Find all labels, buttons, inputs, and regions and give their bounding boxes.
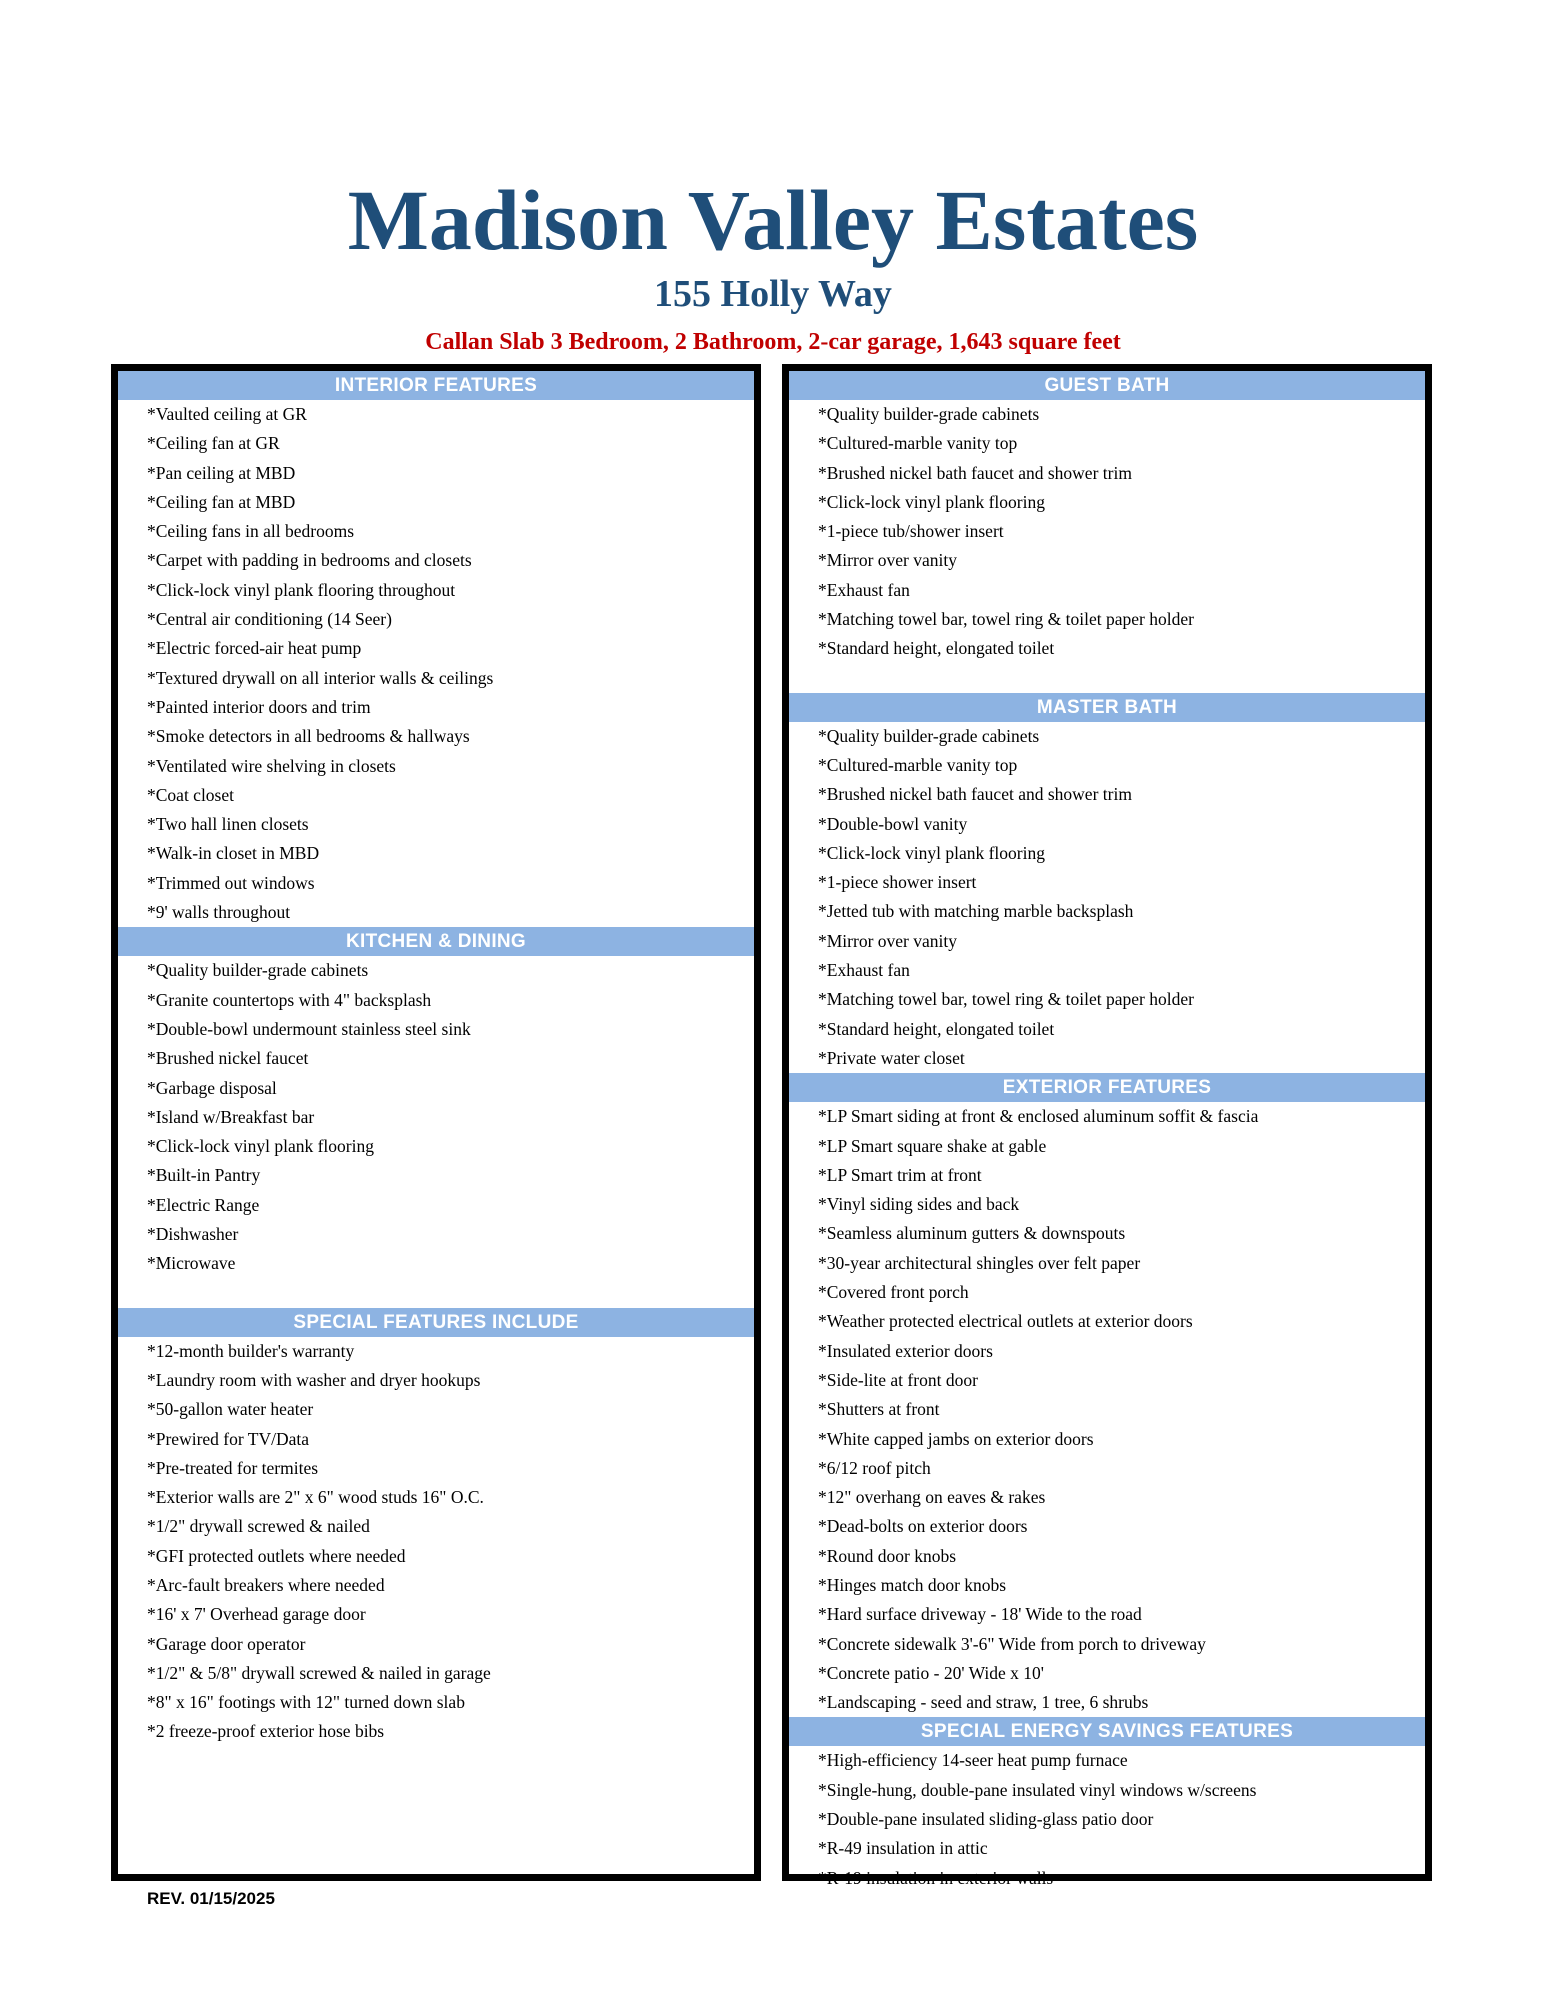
feature-item: *Textured drywall on all interior walls & ceilings: [147, 667, 494, 688]
energy-savings-list: [789, 1746, 1425, 1892]
feature-item: *Trimmed out windows: [147, 872, 315, 893]
feature-item: *Standard height, elongated toilet: [818, 1018, 1055, 1039]
property-address: 155 Holly Way: [654, 273, 892, 315]
feature-item: *Covered front porch: [818, 1282, 969, 1303]
revision-date: REV. 01/15/2025: [147, 1889, 275, 1908]
special-features-header: SPECIAL FEATURES INCLUDE: [118, 1308, 754, 1337]
feature-item: *White capped jambs on exterior doors: [818, 1428, 1094, 1449]
guest-bath-header: GUEST BATH: [789, 371, 1425, 400]
feature-item: *Mirror over vanity: [818, 550, 957, 571]
feature-item: *Smoke detectors in all bedrooms & hallways: [147, 726, 470, 747]
feature-item: *R-49 insulation in attic: [818, 1838, 988, 1859]
feature-item: *GFI protected outlets where needed: [147, 1545, 406, 1566]
exterior-features-header: EXTERIOR FEATURES: [789, 1073, 1425, 1102]
feature-item: *12" overhang on eaves & rakes: [818, 1487, 1046, 1508]
feature-item: *Concrete sidewalk 3'-6" Wide from porch to driveway: [818, 1633, 1206, 1654]
feature-item: *8" x 16" footings with 12" turned down slab: [147, 1692, 465, 1713]
feature-item: *Brushed nickel bath faucet and shower trim: [818, 784, 1132, 805]
feature-item: *Ceiling fan at GR: [147, 433, 280, 454]
feature-item: *Private water closet: [818, 1047, 965, 1068]
feature-item: *Click-lock vinyl plank flooring: [147, 1136, 374, 1157]
kitchen-dining-list: [118, 956, 754, 1278]
feature-item: *Double-bowl undermount stainless steel sink: [147, 1018, 471, 1039]
feature-item: *1/2" & 5/8" drywall screwed & nailed in garage: [147, 1662, 491, 1683]
feature-item: *Coat closet: [147, 784, 234, 805]
feature-item: *Concrete patio - 20' Wide x 10': [818, 1662, 1044, 1683]
feature-item: *6/12 roof pitch: [818, 1457, 931, 1478]
feature-item: *Seamless aluminum gutters & downspouts: [818, 1223, 1126, 1244]
feature-item: *Two hall linen closets: [147, 814, 309, 835]
feature-item: *Mirror over vanity: [818, 930, 957, 951]
feature-item: *9' walls throughout: [147, 902, 291, 923]
feature-item: *Click-lock vinyl plank flooring: [818, 491, 1045, 512]
feature-item: *Exhaust fan: [818, 579, 910, 600]
feature-item: *Ceiling fan at MBD: [147, 491, 296, 512]
section-spacer: [789, 664, 1425, 693]
feature-item: *Standard height, elongated toilet: [818, 638, 1055, 659]
master-bath-list: [789, 722, 1425, 1074]
feature-item: *Pan ceiling at MBD: [147, 462, 296, 483]
feature-item: *Shutters at front: [818, 1399, 940, 1420]
right-feature-column: [782, 364, 1432, 1888]
feature-item: *Exhaust fan: [818, 960, 910, 981]
feature-item: *2 freeze-proof exterior hose bibs: [147, 1721, 385, 1742]
feature-item: *Click-lock vinyl plank flooring: [818, 842, 1045, 863]
interior-features-header: INTERIOR FEATURES: [118, 371, 754, 400]
feature-item: *Hard surface driveway - 18' Wide to the road: [818, 1604, 1142, 1625]
feature-item: *Ventilated wire shelving in closets: [147, 755, 396, 776]
feature-item: *Vaulted ceiling at GR: [147, 404, 307, 424]
feature-item: *Pre-treated for termites: [147, 1457, 319, 1478]
feature-item: *Landscaping - seed and straw, 1 tree, 6 shrubs: [818, 1692, 1149, 1713]
feature-item: *High-efficiency 14-seer heat pump furnace: [818, 1750, 1128, 1771]
feature-item: *50-gallon water heater: [147, 1399, 314, 1420]
feature-item: *1-piece shower insert: [818, 872, 977, 893]
feature-item: *Garage door operator: [147, 1633, 306, 1654]
feature-item: *Click-lock vinyl plank flooring throughout: [147, 579, 456, 600]
feature-item: *Dishwasher: [147, 1224, 239, 1245]
feature-item: *Matching towel bar, towel ring & toilet paper holder: [818, 609, 1194, 630]
feature-item: *Double-pane insulated sliding-glass patio door: [818, 1809, 1154, 1830]
feature-item: *12-month builder's warranty: [147, 1340, 355, 1361]
feature-item: *30-year architectural shingles over felt paper: [818, 1252, 1141, 1273]
feature-item: *Vinyl siding sides and back: [818, 1194, 1020, 1215]
section-spacer: [118, 1279, 754, 1308]
feature-item: *Walk-in closet in MBD: [147, 843, 320, 864]
feature-item: *Prewired for TV/Data: [147, 1428, 309, 1449]
feature-item: *Cultured-marble vanity top: [818, 754, 1018, 775]
feature-item: *Insulated exterior doors: [818, 1340, 993, 1361]
energy-savings-header: SPECIAL ENERGY SAVINGS FEATURES: [789, 1717, 1425, 1746]
feature-item: *Brushed nickel faucet: [147, 1048, 309, 1069]
feature-item: *Weather protected electrical outlets at exterior doors: [818, 1311, 1193, 1332]
feature-item: *Electric forced-air heat pump: [147, 638, 362, 659]
feature-item: *Painted interior doors and trim: [147, 696, 371, 717]
feature-item: *Island w/Breakfast bar: [147, 1106, 315, 1127]
page-title: Madison Valley Estates: [347, 172, 1199, 268]
exterior-features-list: [789, 1102, 1425, 1717]
feature-item: *Garbage disposal: [147, 1077, 277, 1098]
feature-item: *LP Smart trim at front: [818, 1164, 982, 1185]
feature-item: *Granite countertops with 4" backsplash: [147, 989, 432, 1010]
feature-item: *Side-lite at front door: [818, 1369, 978, 1390]
feature-item: *Cultured-marble vanity top: [818, 433, 1018, 454]
feature-item: *Double-bowl vanity: [818, 813, 968, 834]
feature-item: *Matching towel bar, towel ring & toilet paper holder: [818, 989, 1194, 1010]
feature-item: *Quality builder-grade cabinets: [147, 960, 369, 981]
feature-item: *Round door knobs: [818, 1545, 957, 1566]
feature-item: *Brushed nickel bath faucet and shower trim: [818, 462, 1132, 483]
feature-item: *Ceiling fans in all bedrooms: [147, 521, 355, 542]
feature-item: *Microwave: [147, 1253, 236, 1274]
feature-item: *LP Smart siding at front & enclosed aluminum soffit & fascia: [818, 1106, 1259, 1127]
feature-item: *Carpet with padding in bedrooms and closets: [147, 550, 472, 571]
feature-item: *Exterior walls are 2" x 6" wood studs 16" O.C.: [147, 1487, 484, 1508]
feature-item: *Single-hung, double-pane insulated vinyl windows w/screens: [818, 1779, 1257, 1800]
special-features-list: [118, 1337, 754, 1747]
feature-item: *Built-in Pantry: [147, 1165, 261, 1186]
feature-item: *1/2" drywall screwed & nailed: [147, 1516, 370, 1537]
feature-item: *Hinges match door knobs: [818, 1574, 1007, 1595]
feature-item: *LP Smart square shake at gable: [818, 1135, 1047, 1156]
feature-item: *Jetted tub with matching marble backsplash: [818, 901, 1134, 922]
interior-features-list: [118, 400, 754, 927]
feature-item: *Central air conditioning (14 Seer): [147, 609, 392, 630]
master-bath-header: MASTER BATH: [789, 693, 1425, 722]
feature-item: *Laundry room with washer and dryer hookups: [147, 1369, 481, 1390]
feature-item: *1-piece tub/shower insert: [818, 521, 1004, 542]
feature-item: *Dead-bolts on exterior doors: [818, 1516, 1028, 1537]
feature-item: *16' x 7' Overhead garage door: [147, 1604, 366, 1625]
kitchen-dining-header: KITCHEN & DINING: [118, 927, 754, 956]
model-description: Callan Slab 3 Bedroom, 2 Bathroom, 2-car garage, 1,643 square feet: [425, 329, 1121, 355]
left-feature-column: [111, 364, 761, 1881]
feature-item: *Quality builder-grade cabinets: [818, 404, 1040, 424]
feature-item: *Electric Range: [147, 1194, 260, 1215]
feature-item: *Arc-fault breakers where needed: [147, 1574, 385, 1595]
feature-item: *R-19 insulation in exterior walls: [818, 1867, 1054, 1888]
feature-item: *Quality builder-grade cabinets: [818, 725, 1040, 746]
guest-bath-list: [789, 400, 1425, 664]
